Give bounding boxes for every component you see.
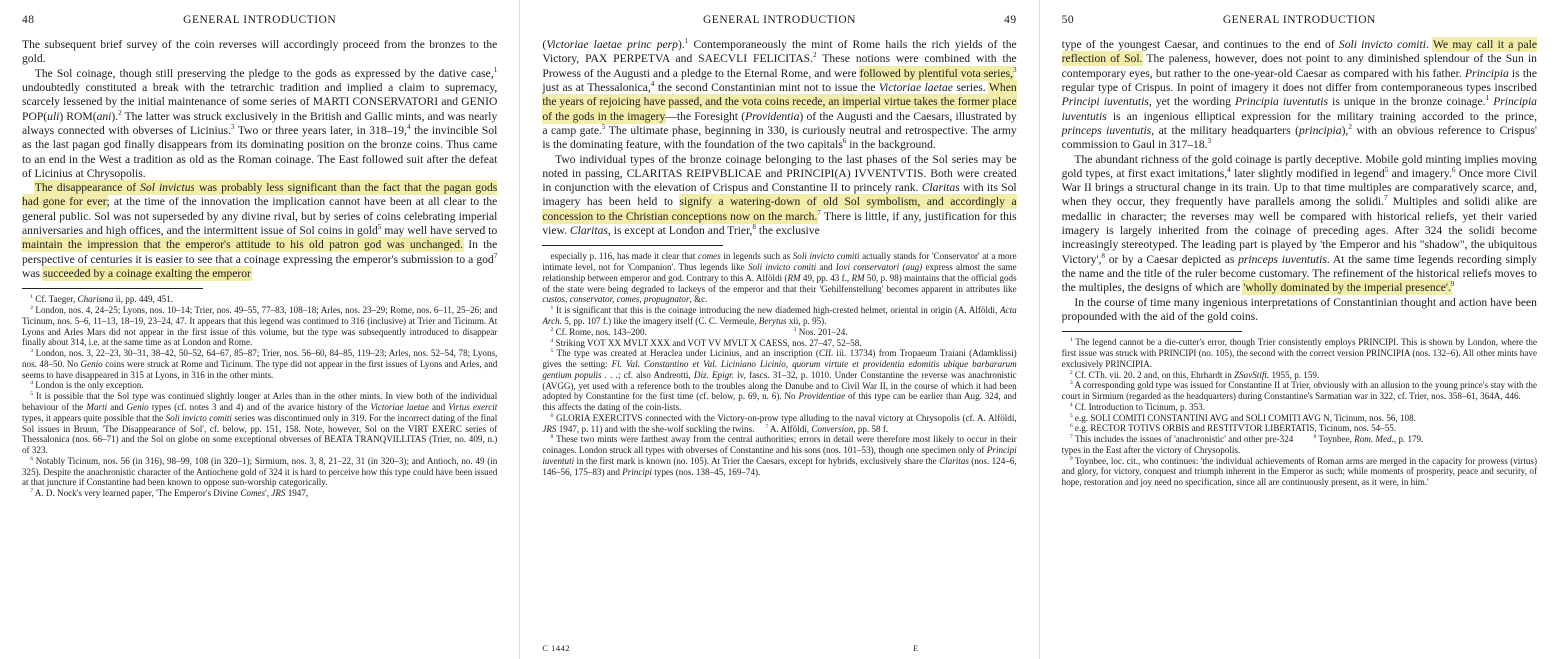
footnote: $^5$ The type was created at Heraclea under Licinius, and an inscription (CIL iii. 13734) from Tropaeum Traiani (Adamklissi) gives the setting: Fl. Val. Constantino et Val. Liciniano Licinio, quorum virtute et providentia edomitis ubique barbararum gentium populis . . .; cf. also Andreotti, Diz. Epigr. iv, fascs. 31–32, p. 1010. Under Constantine the reverse was anachronistic (AVGG), yet used with a reference both to the troubles along the Danube and to Civil War II, in the course of which it had been adopted by Constantine for the first time (cf. below, p. 69, n. 6). No Providentiae of this type can be earlier than Aug. 324, and this affects the dating of the coin-lists. [542,348,1017,413]
footnotes-48 [22,294,497,499]
footnote: $^5$ e.g. SOLI COMITI CONSTANTINI AVG and SOLI COMITI AVG N, Ticinum, nos. 56, 108. [1069,412,1416,423]
footnote: $^3$ London, nos. 3, 22–23, 30–31, 38–42, 50–52, 64–67, 85–87; Trier, nos. 56–60, 84–85, 119–23; Arles, nos. 52–54, 78; Lyons, nos. 48–50. No Genio coins were struck at Rome and Ticinum. The type did not appear in the first issues of Lyons and Arles, and seems to have disappeared in 315 at Lyons, in 316 in the other mints. [22,348,498,380]
footnote-pair [542,327,1016,338]
running-head-48 [22,14,497,28]
footnote: $^7$ A. D. Nock's very learned paper, 'The Emperor's Divine Comes', JRS 1947, [30,488,309,499]
footnote: $^5$ It is possible that the Sol type was continued slightly longer at Arles than in the other mints. In view both of the individual behaviour of the Marti and Genio types (cf. notes 3 and 4) and of the avarice history of the Victoriae laetae and Virtus exercit types, it appears quite possible that the Soli invicto comiti series was discontinued only in 319. For the incorrect dating of the final Sol issues in Bruun, 'The Disappearance of Sol', cf. below, pp. 151, 158. Note, however, Sol on the VIRT EXERC series of Thessalonica (nos. 66–71) and the Sol on globe on some exceptional obverses of BEATA TRANQVILLITAS (Trier, no. 409, n.) of 323. [22,391,498,456]
page-number-48: 48 [22,14,35,26]
paragraph: Two individual types of the bronze coinage belonging to the last phases of the Sol series may be noted in passing, CLARITAS REIPVBLICAE and PRINCIPI(A) IVVENTVTIS. Both were created in conjunction with the elevation of Crispus and Constantine II to princely rank. Claritas with its Sol imagery has been held to signify a watering-down of old Sol symbolism, and accordingly a concession to the Christian conceptions now on the march.$^7$ There is little, if any, justification for this view. Claritas, is except at London and Trier,$^8$ the exclusive [542,152,1017,238]
footnote: $^6$ Notably Ticinum, nos. 56 (in 316), 98–99, 108 (in 320–1); Sirmium, nos. 3, 8, 21–22, 31 (in 320–3); and Antioch, no. 49 (in 325). Despite the anachronistic character of the Antiochene gold of 324 it is hard to perceive how this type could have been issued at that juncture if Constantine had been known to oppose sun-worship categorically. [22,455,498,488]
footnote-rule [542,245,722,246]
footnote: $^6$ e.g. RECTOR TOTIVS ORBIS and RESTITVTOR LIBERTATIS, Ticinum, nos. 54–55. [1069,423,1397,434]
page-48 [0,0,519,659]
footnote: $^3$ A corresponding gold type was issued for Constantine II at Trier, obviously with an allusion to the young prince's stay with the court in Sirmium (regarded as the headquarters) during Constantine's Sarmatian war in 322, cf. Trier, nos. 358–61, 364A, 446. [1061,380,1537,402]
page-50 [1040,0,1559,659]
page-number-50: 50 [1061,14,1075,26]
footnote: $^1$ The legend cannot be a die-cutter's error, though Trier consistently employs PRINCIPI. This is shown by London, where the first issue was struck with PRINCIPI (no. 105), the second with the correct version PRINCIPIA (nos. 132–6). All other mints have exclusively PRINCIPIA. [1061,337,1537,369]
paragraph: The abundant richness of the gold coinage is partly deceptive. Mobile gold minting implies moving gold types, at first exact imitations,$^4$ later slightly modified in legend$^5$ and imagery.$^6$ Once more Civil War II brings a structural change in its train. Up to that time multiples are comparatively scarce, and, when they occur, they frequently have parallels among the solidi.$^7$ Multiples and solidi alike are medallic in character; the reverses may well be compared with historical reliefs, yet their varied imagery is largely inherited from the coinage of preceding ages. After 324 the solidi become increasingly stereotyped. The leading part is played by 'the Emperor and his "shadow", the ubiquitous Victory',$^8$ or by a Caesar depicted as princeps iuventutis. At the same time legends recording simply the name and the title of the ruler become customary. The refinement of the historical reliefs moves to the multiples, the designs of which are 'wholly dominated by the imperial presence'.$^9$ [1061,152,1537,295]
paragraph: type of the youngest Caesar, and continues to the end of Soli invicto comiti. We may call it a pale reflection of Sol. The paleness, however, does not point to any diminished splendour of the Sun in contemporary eyes, but rather to the one-year-old Caesar as compared with his father. Principia is the regular type of Crispus. In point of imagery it does not differ from contemporaneous types inscribed Principi iuventutis, yet the wording Principia iuventutis is unique in the bronze coinage.$^1$ Principia iuventutis is an ingenious elliptical expression for the military training accorded to the prince, princeps iuventutis, at the military headquarters (principia),$^2$ with an obvious reference to Crispus' commission to Gaul in 317–18.$^3$ [1061,38,1537,152]
running-head-50 [1062,14,1537,28]
page-49 [520,0,1038,659]
footnote: $^2$ Cf. Rome, nos. 143–200. [550,326,647,337]
footnote: $^8$ These two mints were farthest away from the central authorities; errors in detail were therefore most likely to occur in their coinages. London struck all types with obverses of Constantine and his sons (nos. 101–53), though one specimen only of Principi iuventuti in the first mark is known (no. 105). At Trier the Caesars, except for hybrids, exclusively share the Claritas (nos. 124–6, 146–56, 175–83) and Principi types (nos. 138–45, 169–74). [542,434,1017,477]
running-head-49 [542,14,1016,28]
footnote-rule [22,288,203,289]
footnote: $^2$ London, nos. 4, 24–25; Lyons, nos. 10–14; Trier, nos. 49–55, 77–83, 108–18; Arles, nos. 23–29; Rome, nos. 6–11, 25–26; and Ticinum, nos. 5–6, 11–13, 18–19, 23–24, 47. It appears that this legend was continued to 316 (inclusive) at Trier and Ticinum. At Lyons and Arles Mars did not appear in the first issue of this volume, but the type was subsequently introduced to disappear finally about 314, i.e. at the same time as at London and Rome. [22,305,498,348]
signature-mark-left: C 1442 [542,643,571,653]
footnote-pair [1062,434,1537,456]
footnotes-49 [542,251,1016,477]
page-number-49: 49 [1004,14,1017,26]
running-head-title: GENERAL INTRODUCTION [702,14,856,26]
paragraph: The disappearance of Sol invictus was probably less significant than the fact that the pagan gods had gone for ever; at the time of the innovation the implication cannot have been at all clear to the general public. Sol was not superseded by any divine rival, but by series of coins celebrating imperial anniversaries and high offices, and the intermittent issue of Sol coins in gold$^5$ may well have served to maintain the impression that the emperor's attitude to his old patron god was unchanged. In the perspective of centuries it is easier to see that a coinage expressing the emperor's submission to a god$^7$ was succeeded by a coinage exalting the emperor [22,181,498,280]
footnote: $^1$ Cf. Taeger, Charisma ii, pp. 449, 451. [30,294,174,305]
running-head-title: GENERAL INTRODUCTION [183,14,337,26]
footnote: $^4$ London is the only exception. [30,380,144,391]
paragraph: The Sol coinage, though still preserving the pledge to the gods as expressed by the dative case,$^1$ undoubtedly constituted a break with the tetrarchic tradition and implied a claim to supremacy, scarcely lessened by the initial maintenance of some series of MARTI CONSERVATORI and GENIO POP(uli) ROM(ani).$^2$ The latter was struck exclusively in the British and Gallic mints, and was nearly always connected with obverses of Licinius.$^3$ Two or three years later, in 318–19,$^4$ the invincible Sol as the last pagan god finally disappears from its dominating position on the bronze coins. Thus came to an end in the West a tradition as old as the Roman coinage. The East followed suit after the defeat of Licinius at Chrysopolis. [22,65,498,180]
footnote: $^6$ GLORIA EXERCITVS connected with the Victory-on-prow type alluding to the naval victory at Chrysopolis (cf. A. Alföldi, JRS 1947, p. 11) and with the she-wolf suckling the twins. $^7$ A. Alföldi, Conversion, pp. 58 f. [542,412,1017,434]
footnote: $^9$ Toynbee, loc. cit., who continues: 'the individual achievements of Roman arms are merged in the capacity for prowess (virtus) and glory, for victory, conquest and triumph inherent in the Emperor as such; while moments of prosperity, peace and security, of hope, restoration and joy need no specification, since all are continuously present, as it were, in him.' [1061,455,1537,488]
signature-mark-right: E [912,643,919,653]
footnote: $^4$ Cf. Introduction to Ticinum, p. 353. [1069,401,1206,412]
paragraph: In the course of time many ingenious interpretations of Constantinian thought and action have been propounded with the aid of the gold coins. [1061,295,1537,323]
footnote: $^3$ Nos. 201–24. [793,326,848,337]
footnote-rule [1062,331,1243,332]
running-head-title: GENERAL INTRODUCTION [1222,14,1376,26]
footnote: $^8$ Toynbee, Rom. Med., p. 179. [1313,434,1424,445]
body-text-49 [542,38,1016,238]
footnote: especially p. 116, has made it clear that comes in legends such as Soli invicto comiti actually stands for 'Conservator' at a more intimate level, not for 'Companion'. Thus legends like Soli invicto comiti and Iovi conservatori (aug) express almost the same relationship between emperor and god. Contrary to this A. Alföldi (RM 49, pp. 43 f., RM 50, p. 98) maintains that the official gods of the state were being degraded to lackeys of the emperor and that their 'Gehilfenstellung' becomes apparent in attributes like custos, conservator, comes, propugnator, &c. [542,251,1017,305]
paragraph: (Victoriae laetae princ perp).$^1$ Contemporaneously the mint of Rome hails the rich yields of the Victory, PAX PERPETVA and SAECVLI FELICITAS.$^2$ These notions were combined with the Prowess of the Augusti and a pledge to the Eternal Rome, and were followed by plentiful vota series,$^3$ just as at Thessalonica,$^4$ the second Constantinian mint not to issue the Victoriae laetae series. When the years of rejoicing have passed, and the vota coins recede, an imperial virtue takes the former place of the gods in the imagery—the Foresight (Providentia) of the Augusti and the Caesars, illustrated by a camp gate.$^5$ The ultimate phase, beginning in 330, is curiously neutral and retrospective. The army is the dominating feature, with the foundation of the two capitals$^6$ in the background. [542,37,1017,152]
footnote: $^2$ Cf. CTh. vii. 20. 2 and, on this, Ehrhardt in ZSavStift. 1955, p. 159. [1069,369,1320,380]
footnote: $^1$ It is significant that this is the coinage introducing the new diademed high-crested helmet, oriental in origin (A. Alföldi, Acta Arch. 5, pp. 107 f.) like the imagery itself (C. C. Vermeule, Berytus xii, p. 95). [542,305,1017,326]
body-text-48 [22,38,497,281]
paragraph: The subsequent brief survey of the coin reverses will accordingly proceed from the bronzes to the gold. [22,38,498,66]
footnote: $^7$ This includes the issues of 'anachronistic' and other pre-324 types in the East after the victory of Chrysopolis. [1061,434,1294,455]
footnote: $^4$ Striking VOT XX MVLT XXX and VOT VV MVLT X CAESS, nos. 27–47, 52–58. [550,337,862,348]
body-text-50 [1062,38,1537,324]
footnotes-50 [1062,337,1537,488]
